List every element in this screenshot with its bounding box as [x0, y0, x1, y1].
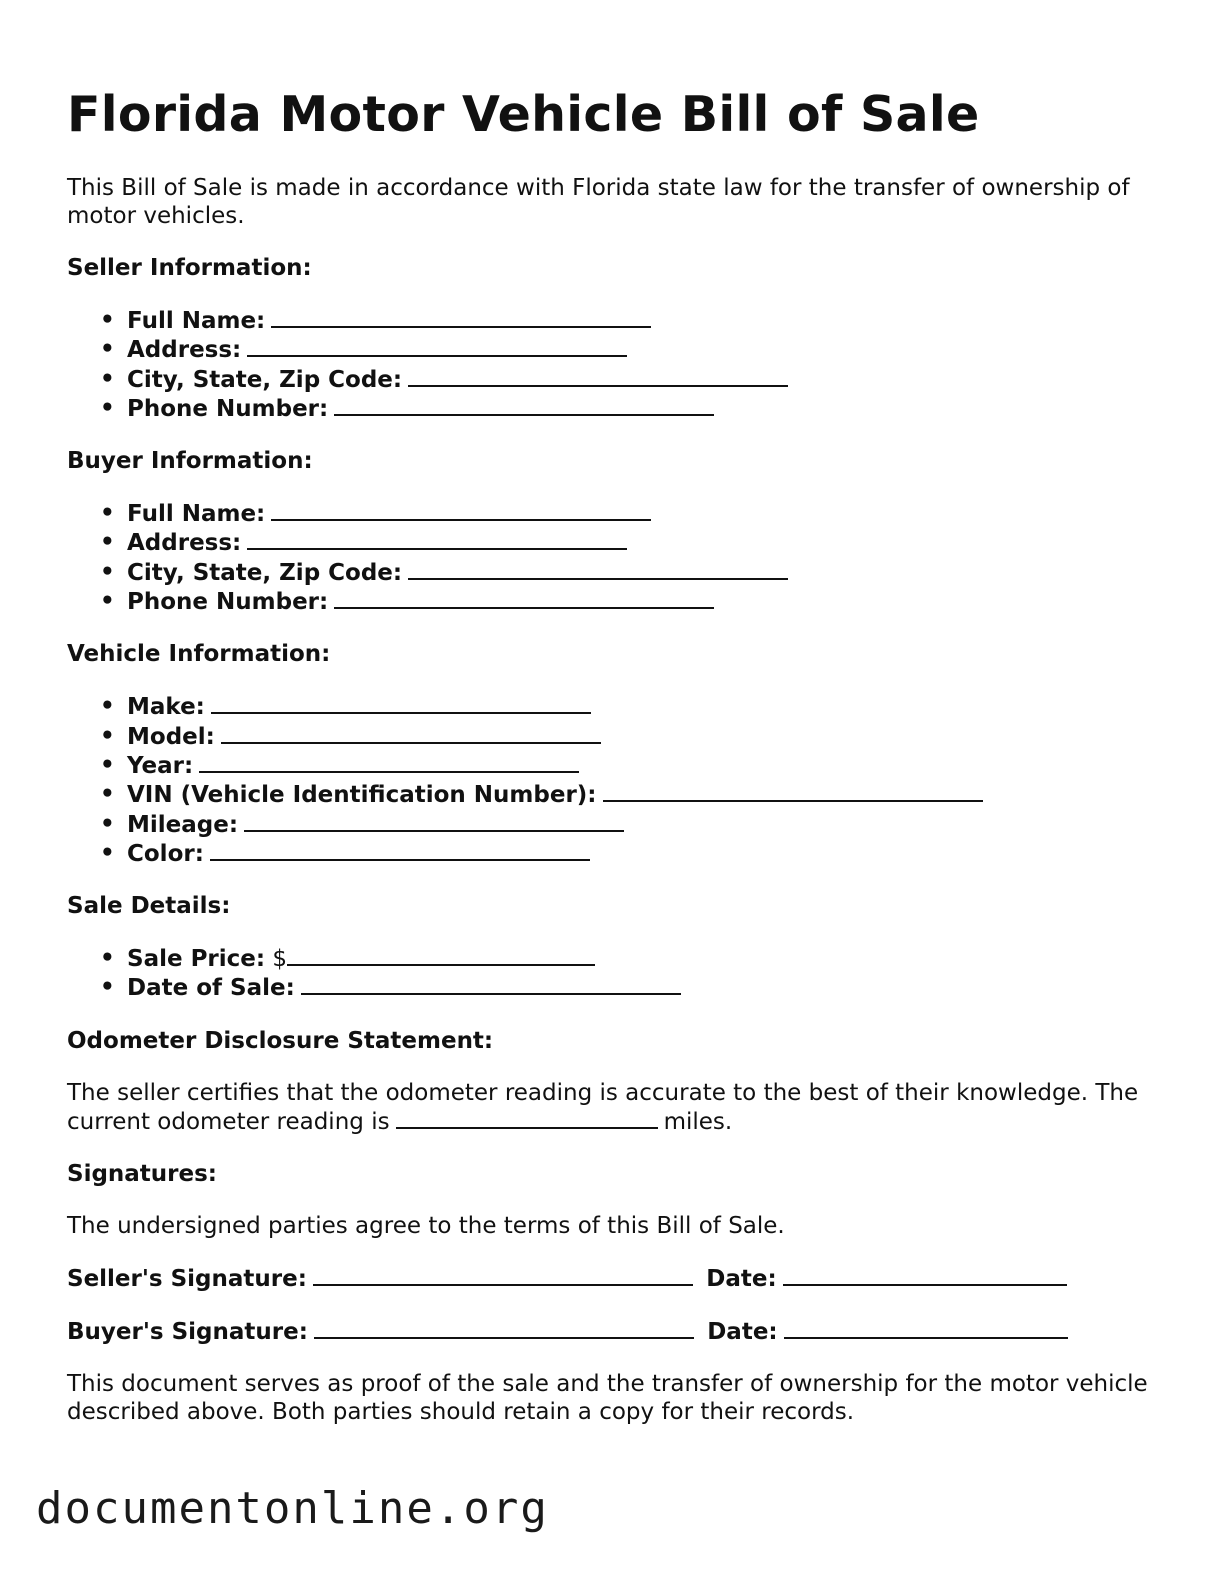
seller-signature-field[interactable]: [313, 1264, 693, 1286]
seller-heading: Seller Information:: [67, 255, 312, 281]
field-label: City, State, Zip Code:: [127, 559, 403, 586]
list-item: [127, 335, 1177, 364]
intro-paragraph: This Bill of Sale is made in accordance with Florida state law for the transfer of ownership of motor vehicles.: [67, 175, 1130, 229]
sale-price-field[interactable]: [287, 944, 595, 966]
list-item: [127, 751, 1177, 780]
field-label: City, State, Zip Code:: [127, 366, 403, 393]
document-title: Florida Motor Vehicle Bill of Sale: [67, 86, 980, 143]
vehicle-model-field[interactable]: [221, 722, 601, 744]
field-label: Full Name:: [127, 501, 266, 528]
sale-heading: Sale Details:: [67, 893, 231, 920]
field-label: Address:: [127, 337, 242, 364]
buyer-city-state-zip-field[interactable]: [408, 558, 788, 580]
seller-phone-field[interactable]: [334, 394, 714, 416]
list-item: [127, 365, 1177, 394]
signatures-heading: Signatures:: [67, 1160, 218, 1187]
vehicle-heading: Vehicle Information:: [67, 641, 331, 668]
list-item: [127, 306, 1177, 335]
list-item: [127, 558, 1177, 587]
field-label: Full Name:: [127, 308, 266, 334]
seller-date-label: Date:: [706, 1265, 777, 1292]
odometer-unit: miles.: [663, 1108, 733, 1135]
vehicle-make-field[interactable]: [211, 692, 591, 714]
date-of-sale-field[interactable]: [301, 973, 681, 995]
seller-signature-label: Seller's Signature:: [67, 1265, 307, 1292]
buyer-signature-field[interactable]: [314, 1317, 694, 1339]
buyer-full-name-field[interactable]: [271, 499, 651, 521]
buyer-phone-field[interactable]: [334, 587, 714, 609]
list-item: [127, 528, 1177, 557]
list-item: [127, 839, 1177, 868]
field-label: Year:: [127, 752, 194, 779]
currency-symbol: $: [272, 946, 288, 973]
document-page: [67, 84, 1177, 1450]
sale-fields: [67, 944, 1177, 1003]
buyer-address-field[interactable]: [247, 528, 627, 550]
watermark: documentonline.org: [36, 1483, 549, 1534]
seller-signature-line: [67, 1264, 1177, 1293]
list-item: [127, 944, 1177, 973]
closing-paragraph: This document serves as proof of the sale and the transfer of ownership for the motor vehicle described above. Both parties should retain a copy for their records.: [67, 1370, 1148, 1425]
vehicle-fields: [67, 692, 1177, 868]
buyer-date-field[interactable]: [784, 1317, 1068, 1339]
field-label: Date of Sale:: [127, 975, 295, 1002]
list-item: [127, 499, 1177, 528]
field-label: Model:: [127, 723, 215, 750]
vehicle-vin-field[interactable]: [603, 780, 983, 802]
field-label: Phone Number:: [127, 589, 329, 616]
field-label: Make:: [127, 694, 205, 721]
odometer-text: The seller certifies that the odometer reading is accurate to the best of their knowledge. The current odometer reading is: [67, 1079, 1139, 1135]
list-item: [127, 722, 1177, 751]
seller-date-field[interactable]: [783, 1264, 1067, 1286]
buyer-heading: Buyer Information:: [67, 448, 313, 475]
vehicle-color-field[interactable]: [210, 839, 590, 861]
odometer-reading-field[interactable]: [396, 1107, 658, 1129]
seller-fields: [67, 306, 1177, 423]
seller-city-state-zip-field[interactable]: [408, 365, 788, 387]
buyer-signature-label: Buyer's Signature:: [67, 1318, 308, 1345]
list-item: [127, 394, 1177, 423]
seller-address-field[interactable]: [247, 335, 627, 357]
list-item: [127, 810, 1177, 839]
buyer-signature-line: [67, 1317, 1177, 1346]
vehicle-year-field[interactable]: [199, 751, 579, 773]
agreement-text: The undersigned parties agree to the terms of this Bill of Sale.: [67, 1212, 785, 1239]
field-label: Address:: [127, 530, 242, 557]
list-item: [127, 587, 1177, 616]
odometer-heading: Odometer Disclosure Statement:: [67, 1027, 494, 1054]
list-item: [127, 692, 1177, 721]
field-label: Color:: [127, 840, 204, 867]
list-item: [127, 780, 1177, 809]
field-label: Sale Price:: [127, 946, 266, 973]
field-label: Mileage:: [127, 811, 239, 838]
odometer-statement: [67, 1079, 1177, 1136]
list-item: [127, 973, 1177, 1002]
buyer-fields: [67, 499, 1177, 616]
field-label: Phone Number:: [127, 395, 329, 422]
field-label: VIN (Vehicle Identification Number):: [127, 782, 597, 809]
buyer-date-label: Date:: [707, 1318, 778, 1345]
seller-full-name-field[interactable]: [271, 306, 651, 328]
vehicle-mileage-field[interactable]: [244, 810, 624, 832]
